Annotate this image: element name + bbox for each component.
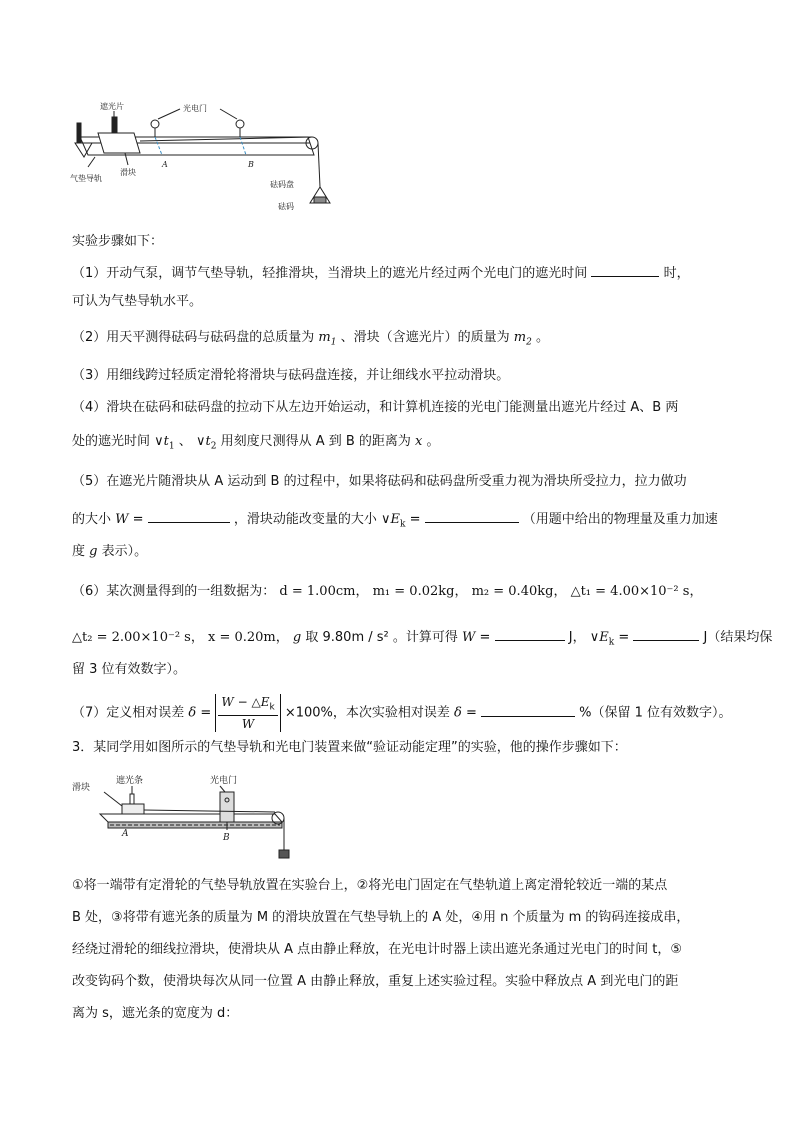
step-1-line-1: [72, 262, 690, 284]
steps-heading: 实验步骤如下：: [72, 234, 164, 249]
label-weight: 砝码: [278, 202, 294, 211]
label2-gate: 光电门: [210, 776, 238, 786]
label-rail: 气垫导轨: [70, 174, 102, 183]
label2-slider: 滑块: [72, 783, 91, 793]
step-4-text-d: 用刻度尺测得从 A 到 B 的距离为: [220, 434, 411, 449]
shade-plate: [112, 117, 117, 133]
data-m2: m₂ = 0.40kg: [471, 584, 554, 599]
step-6-line-1: （6）某次测量得到的一组数据为： d = 1.00cm， m₁ = 0.02kg， m₂ = 0.40kg， △t₁ = 4.00×10⁻² s，: [72, 584, 703, 599]
step-4-line-1: （4）滑块在砝码和砝码盘的拉动下从左边开始运动，和计算机连接的光电门能测量出遮光片经过 A、B 两: [72, 400, 679, 415]
symbol-dt2: $\vee t_2$: [195, 434, 217, 452]
step-5-text-f: 表示）。: [101, 544, 148, 559]
step-7-text-c: %（保留 1 位有效数字）。: [579, 705, 732, 721]
rail-top: [100, 814, 282, 822]
step-6-text-b: 。计算可得: [392, 630, 458, 645]
air-track-figure-2: [70, 770, 310, 865]
step-5-text-b: 的大小: [72, 512, 112, 527]
hook-weight: [279, 850, 289, 858]
q3-para-line-5: 离为 s，遮光条的宽度为 d：: [72, 1006, 239, 1021]
photogate-body: [220, 792, 234, 822]
step-2-text-c: 。: [535, 330, 549, 345]
step-6-text-c: J，: [568, 630, 586, 645]
symbol-m2: $m_2$: [513, 330, 532, 348]
step-5-text-d: （用题中给出的物理量及重力加速: [522, 512, 718, 527]
step-7: （7）定义相对误差 δ = $\frac{W - \triangle E_k}{W}$ ×100%，本次实验相对误差 δ = %（保留 1 位有效数字）。: [72, 695, 732, 732]
answer-blank-kinetic-value[interactable]: [633, 626, 699, 641]
step-5-line-3: [72, 542, 147, 562]
answer-blank-work[interactable]: [148, 508, 230, 523]
step-1-line-2: 可认为气垫导轨水平。: [72, 294, 203, 309]
label-gate: 光电门: [183, 104, 207, 113]
answer-blank-kinetic[interactable]: [425, 508, 519, 523]
slider-shape: [98, 133, 140, 153]
shade-strip: [130, 794, 134, 804]
q3-para-line-1: ①将一端带有定滑轮的气垫导轨放置在实验台上，②将光电门固定在气垫轨道上离定滑轮较近一端的某点: [72, 878, 668, 893]
label-shade: 遮光片: [100, 102, 124, 111]
step-5-text-e: 度: [72, 544, 86, 559]
label-slider: 滑块: [120, 168, 136, 177]
step-4-line-2: [72, 432, 440, 457]
step-2: [72, 328, 549, 353]
symbol-dek: $\vee E_k$: [381, 512, 406, 530]
answer-blank-relative-error[interactable]: [481, 702, 575, 717]
data-t2: △t₂ = 2.00×10⁻² s: [72, 630, 191, 645]
question-3-intro: 3．某同学用如图所示的气垫导轨和光电门装置来做“验证动能定理”的实验，他的操作步骤如下：: [72, 740, 627, 755]
step-2-text-b: 、滑块（含遮光片）的质量为: [340, 330, 510, 345]
gate-a-beam: [155, 137, 162, 155]
symbol-m1: $m_1$: [318, 330, 337, 348]
data-m1: m₁ = 0.02kg: [372, 584, 455, 599]
q3-para-line-4: 改变钩码个数，使滑块每次从同一位置 A 由静止释放，重复上述实验过程。实验中释放点 A 到光电门的距: [72, 974, 679, 989]
symbol-dt1: $\vee t_1$: [154, 434, 175, 452]
step-6-line-2: △t₂ = 2.00×10⁻² s， x = 0.20m， g 取 9.80m / s² 。计算可得 W = J， $\vee E_k = J$（结果均保: [72, 626, 772, 653]
symbol-w: W: [115, 512, 129, 527]
data-d: d = 1.00cm: [279, 584, 356, 599]
step-6-line-3: 留 3 位有效数字）。: [72, 662, 187, 677]
gate-a-circle: [151, 120, 159, 128]
step-5-line-1: （5）在遮光片随滑块从 A 运动到 B 的过程中，如果将砝码和砝码盘所受重力视为滑块所受拉力，拉力做功: [72, 474, 687, 489]
data-g: g: [292, 630, 302, 645]
step-1-text-b: 时，: [663, 266, 690, 281]
answer-blank-equal-time[interactable]: [591, 262, 659, 277]
symbol-g: g: [89, 544, 98, 559]
step-6-text-d: J（结果均保: [703, 630, 773, 645]
step-2-text-a: （2）用天平测得砝码与砝码盘的总质量为: [72, 330, 315, 345]
step-5-line-2: 的大小 W = ，滑块动能改变量的大小 $\vee E_k$ = （用题中给出的物理量及重力加速: [72, 508, 718, 535]
symbol-x: x: [415, 434, 423, 449]
label2-strip: 遮光条: [116, 776, 144, 786]
label-a: A: [162, 160, 168, 169]
step-4-text-c: 、: [178, 434, 192, 449]
step-5-text-c: ，滑块动能改变量的大小: [233, 512, 377, 527]
q3-para-line-2: B 处，③将带有遮光条的质量为 M 的滑块放置在气垫导轨上的 A 处，④用 n 个质量为 m 的钩码连接成串，: [72, 910, 690, 925]
data-x: x = 0.20m: [208, 630, 276, 645]
label-pan: 砝码盘: [270, 180, 294, 189]
step-4-text-e: 。: [426, 434, 440, 449]
step-7-text-a: （7）定义相对误差: [72, 705, 185, 721]
relative-error-formula: $\frac{W - \triangle E_k}{W}$: [215, 694, 280, 732]
q3-para-line-3: 经绕过滑轮的细线拉滑块，使滑块从 A 点由静止释放，在光电计时器上读出遮光条通过光电门的时间 t，⑤: [72, 942, 683, 957]
data-t1: △t₁ = 4.00×10⁻² s: [570, 584, 690, 599]
answer-blank-work-value[interactable]: [495, 626, 565, 641]
step-3: （3）用细线跨过轻质定滑轮将滑块与砝码盘连接，并让细线水平拉动滑块。: [72, 368, 510, 383]
left-stopper: [77, 123, 81, 143]
label-b: B: [248, 160, 254, 169]
step-7-text-b: ×100%，本次实验相对误差: [284, 705, 450, 721]
data-g-value: 取 9.80m / s²: [305, 630, 389, 645]
step-4-text-b: 处的遮光时间: [72, 434, 151, 449]
gate-b-circle: [236, 120, 244, 128]
label2-b: B: [223, 833, 230, 843]
air-track-figure-1: [70, 95, 370, 215]
weight-block: [314, 197, 326, 203]
slider-block: [122, 804, 144, 814]
gate-b-beam: [240, 137, 246, 155]
label2-a: A: [122, 829, 129, 839]
step-1-text-a: （1）开动气泵，调节气垫导轨，轻推滑块，当滑块上的遮光片经过两个光电门的遮光时间: [72, 266, 588, 281]
step-6-text-a: （6）某次测量得到的一组数据为：: [72, 584, 276, 599]
